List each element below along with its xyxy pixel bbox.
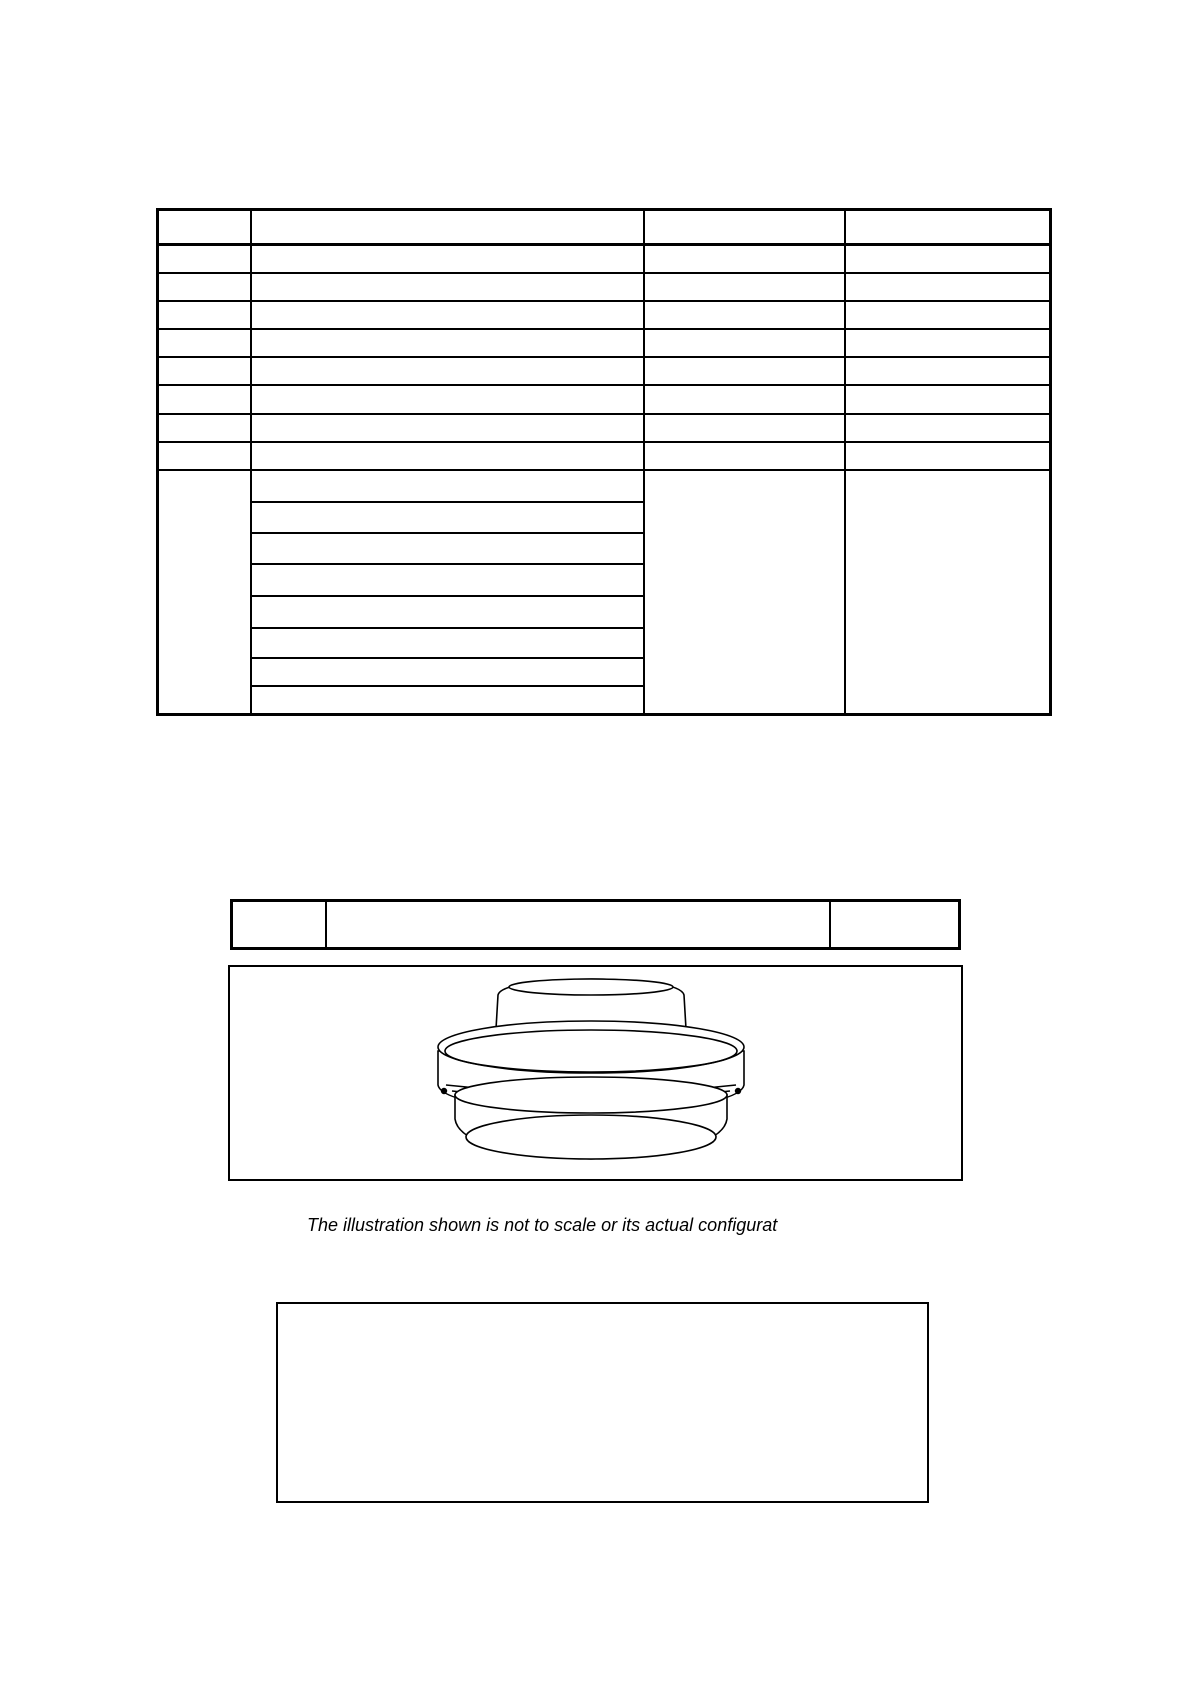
row-rule <box>159 469 1049 471</box>
model-label-box <box>230 899 961 950</box>
sub-row-rule <box>252 627 643 629</box>
model-box-divider-1 <box>325 902 327 947</box>
model-box-divider-2 <box>829 902 831 947</box>
sub-row-rule <box>252 563 643 565</box>
sub-row-rule <box>252 595 643 597</box>
row-rule <box>159 356 1049 358</box>
sub-row-rule <box>252 501 643 503</box>
row-rule <box>159 272 1049 274</box>
row-rule <box>159 300 1049 302</box>
sub-row-rule <box>252 685 643 687</box>
sub-row-rule <box>252 532 643 534</box>
header-rule <box>159 243 1049 246</box>
illustration-caption: The illustration shown is not to scale or its actual configurat <box>307 1215 778 1235</box>
col-divider-3 <box>844 211 846 713</box>
col-divider-2 <box>643 211 645 713</box>
row-rule <box>159 328 1049 330</box>
row-rule <box>159 384 1049 386</box>
row-rule <box>159 413 1049 415</box>
ceiling-light-fixture-icon <box>230 967 960 1178</box>
notes-box <box>276 1302 929 1503</box>
spec-table <box>156 208 1052 716</box>
sub-row-rule <box>252 657 643 659</box>
col-divider-1 <box>250 211 252 713</box>
row-rule <box>159 441 1049 443</box>
illustration-frame <box>228 965 963 1181</box>
